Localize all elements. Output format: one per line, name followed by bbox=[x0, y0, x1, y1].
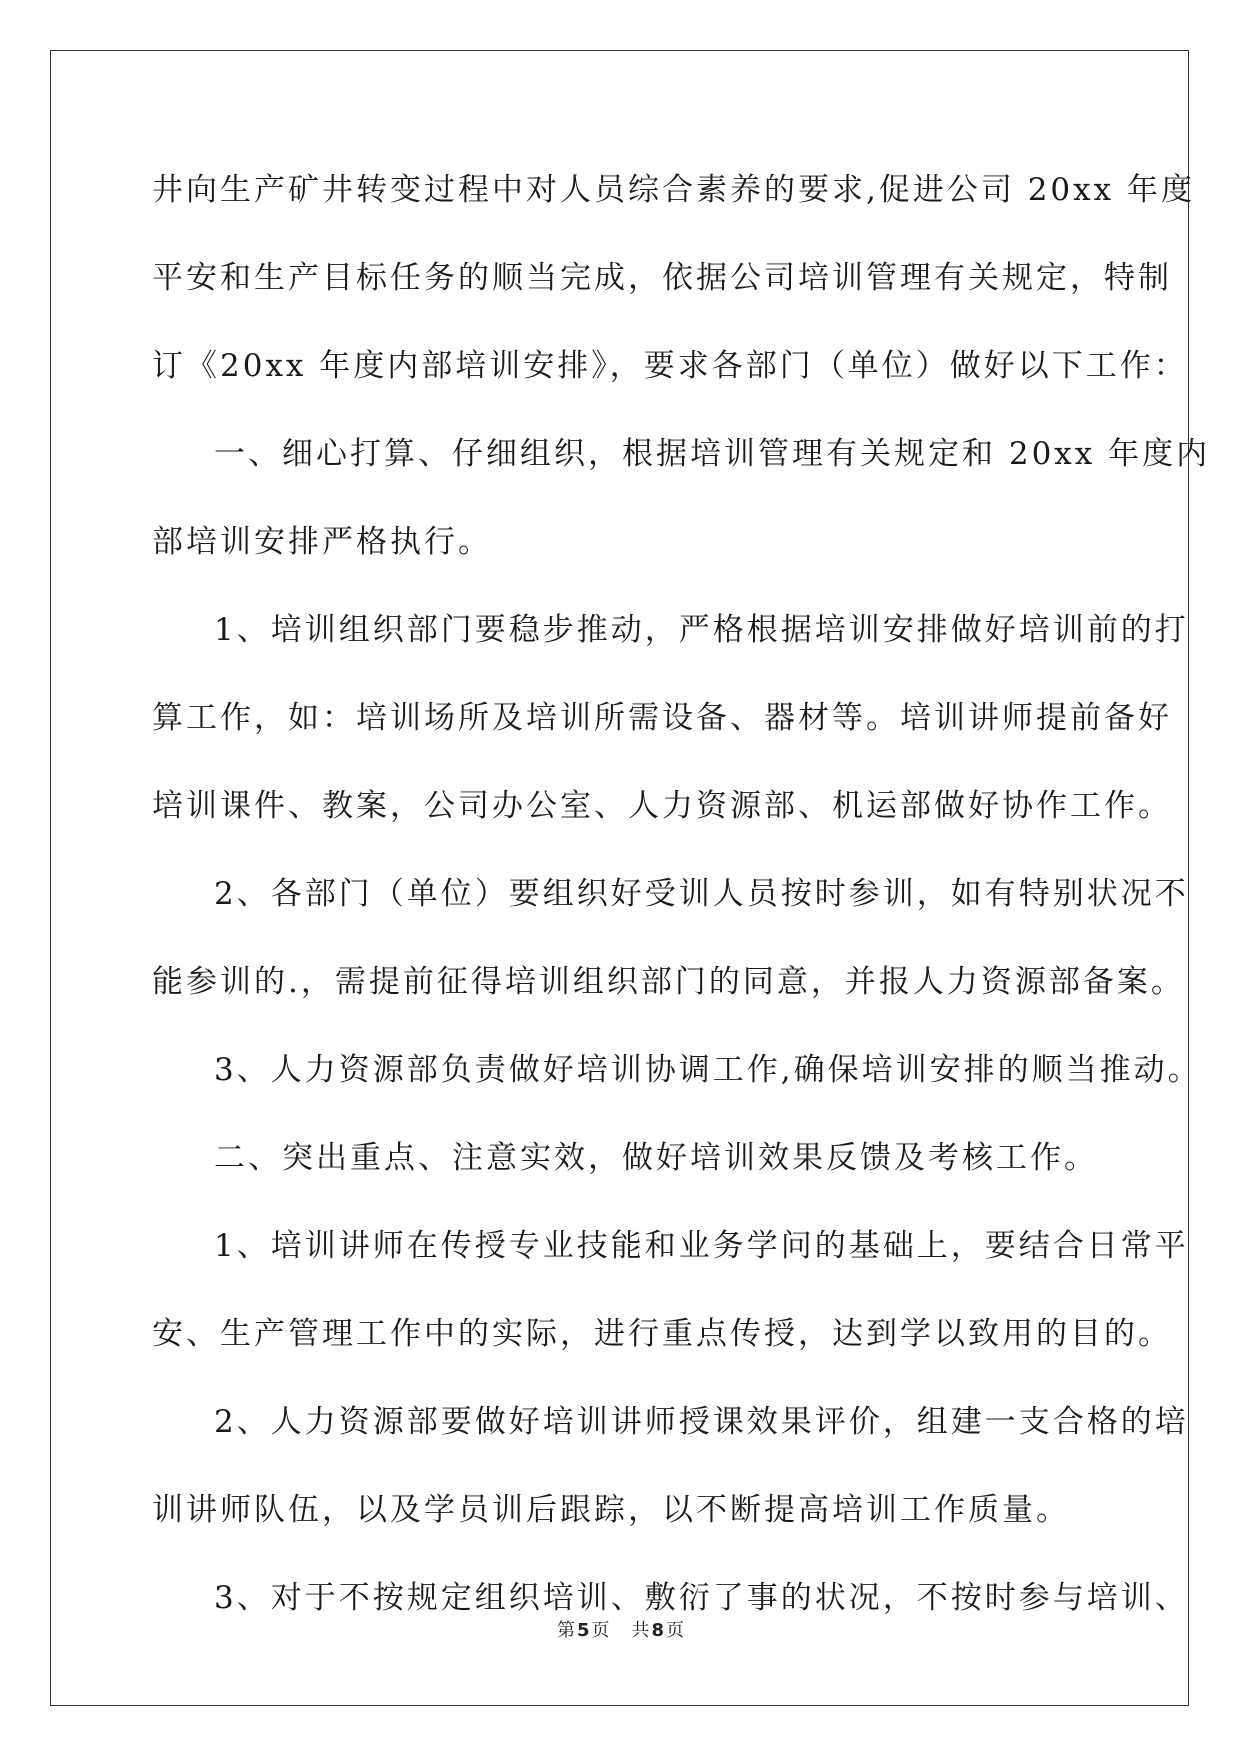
page-suffix: 页 bbox=[591, 1620, 610, 1641]
total-pages: 8 bbox=[651, 1620, 665, 1641]
text-line: 部培训安排严格执行。 bbox=[152, 524, 492, 560]
text-line: 1、培训讲师在传授专业技能和业务学问的基础上，要结合日常平 bbox=[214, 1228, 1189, 1264]
text-line: 井向生产矿井转变过程中对人员综合素养的要求,促进公司 20xx 年度 bbox=[152, 172, 1195, 208]
text-line: 1、培训组织部门要稳步推动，严格根据培训安排做好培训前的打 bbox=[214, 612, 1189, 648]
text-line: 2、人力资源部要做好培训讲师授课效果评价，组建一支合格的培 bbox=[214, 1404, 1189, 1440]
section-heading: 一、细心打算、仔细组织，根据培训管理有关规定和 20xx 年度内 bbox=[214, 436, 1211, 472]
text-line: 3、人力资源部负责做好培训协调工作,确保培训安排的顺当推动。 bbox=[214, 1052, 1202, 1088]
text-line: 安、生产管理工作中的实际，进行重点传授，达到学以致用的目的。 bbox=[152, 1316, 1172, 1352]
text-line: 订《20xx 年度内部培训安排》，要求各部门（单位）做好以下工作： bbox=[152, 348, 1188, 384]
page-number: 5 bbox=[576, 1620, 590, 1641]
section-heading: 二、突出重点、注意实效，做好培训效果反馈及考核工作。 bbox=[214, 1140, 1098, 1176]
text-line: 培训课件、教案，公司办公室、人力资源部、机运部做好协作工作。 bbox=[152, 788, 1172, 824]
page-prefix: 第 bbox=[556, 1620, 575, 1641]
document-body bbox=[152, 160, 1211, 1656]
text-line: 能参训的.，需提前征得培训组织部门的同意，并报人力资源部备案。 bbox=[152, 964, 1185, 1000]
text-line: 平安和生产目标任务的顺当完成，依据公司培训管理有关规定，特制 bbox=[152, 260, 1172, 296]
page-footer bbox=[0, 1616, 1241, 1642]
text-line: 3、对于不按规定组织培训、敷衍了事的状况，不按时参与培训、 bbox=[214, 1580, 1189, 1616]
text-line: 2、各部门（单位）要组织好受训人员按时参训，如有特别状况不 bbox=[214, 876, 1189, 912]
text-line: 算工作，如：培训场所及培训所需设备、器材等。培训讲师提前备好 bbox=[152, 700, 1172, 736]
total-prefix: 共 bbox=[631, 1620, 650, 1641]
total-suffix: 页 bbox=[666, 1620, 685, 1641]
text-line: 训讲师队伍，以及学员训后跟踪，以不断提高培训工作质量。 bbox=[152, 1492, 1070, 1528]
